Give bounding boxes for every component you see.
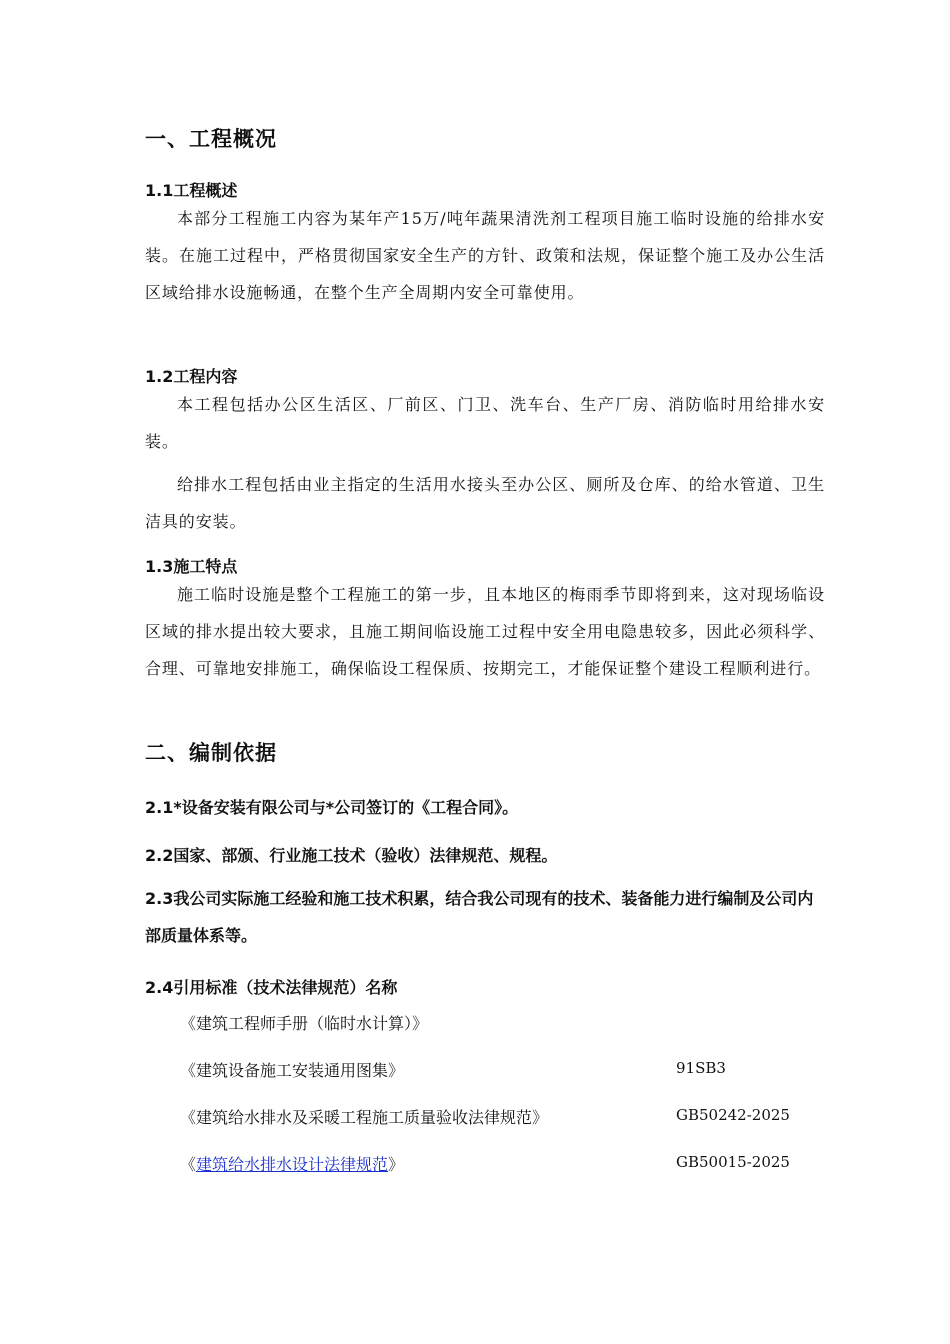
section-1-1-heading: 1.1工程概述 [145, 181, 238, 200]
reference-bracket-close: 》 [532, 1108, 549, 1127]
reference-title-link[interactable]: 建筑给水排水设计法律规范 [196, 1155, 389, 1174]
reference-bracket-close: 》 [388, 1155, 405, 1174]
section-2-3-item: 2.3我公司实际施工经验和施工技术积累，结合我公司现有的技术、装备能力进行编制及公司内部质量体系等。 [145, 889, 814, 945]
section-1-1-paragraph: 本部分工程施工内容为某年产15万/吨年蔬果清洗剂工程项目施工临时设施的给排水安装。在施工过程中，严格贯彻国家安全生产的方针、政策和法规，保证整个施工及办公生活区域给排水设施畅通，在整个生产全周期内安全可靠使用。 [145, 209, 825, 302]
reference-item [180, 1105, 548, 1128]
reference-code: GB50242-2025 [676, 1106, 790, 1124]
reference-item [180, 1011, 428, 1034]
reference-item [180, 1152, 404, 1175]
section-1-3-heading: 1.3施工特点 [145, 557, 238, 576]
reference-bracket-open: 《 [180, 1108, 197, 1127]
reference-bracket-open: 《 [180, 1014, 197, 1033]
reference-bracket-close: 》 [388, 1061, 405, 1080]
reference-title: 建筑给水排水及采暖工程施工质量验收法律规范 [196, 1108, 533, 1127]
reference-item [180, 1058, 404, 1081]
section-1-2-heading: 1.2工程内容 [145, 367, 238, 386]
reference-code: 91SB3 [676, 1059, 726, 1077]
reference-bracket-open: 《 [180, 1155, 197, 1174]
section-2-2-item: 2.2国家、部颁、行业施工技术（验收）法律规范、规程。 [145, 846, 558, 865]
section-1-3-paragraph: 施工临时设施是整个工程施工的第一步，且本地区的梅雨季节即将到来，这对现场临设区域的排水提出较大要求，且施工期间临设施工过程中安全用电隐患较多，因此必须科学、合理、可靠地安排施工，确保临设工程保质、按期完工，才能保证整个建设工程顺利进行。 [145, 585, 825, 678]
section-1-2-paragraph-1: 本工程包括办公区生活区、厂前区、门卫、洗车台、生产厂房、消防临时用给排水安装。 [145, 395, 825, 451]
reference-title: 建筑工程师手册（临时水计算） [196, 1014, 413, 1033]
reference-code: GB50015-2025 [676, 1153, 790, 1171]
reference-title: 建筑设备施工安装通用图集 [196, 1061, 389, 1080]
section-1-heading: 一、工程概况 [145, 127, 277, 151]
section-2-4-heading: 2.4引用标准（技术法律规范）名称 [145, 978, 398, 997]
section-2-1-item: 2.1*设备安装有限公司与*公司签订的《工程合同》。 [145, 798, 519, 817]
reference-bracket-open: 《 [180, 1061, 197, 1080]
reference-bracket-close: 》 [412, 1014, 429, 1033]
section-1-2-paragraph-2: 给排水工程包括由业主指定的生活用水接头至办公区、厕所及仓库、的给水管道、卫生洁具的安装。 [145, 475, 825, 531]
section-2-heading: 二、编制依据 [145, 741, 277, 765]
